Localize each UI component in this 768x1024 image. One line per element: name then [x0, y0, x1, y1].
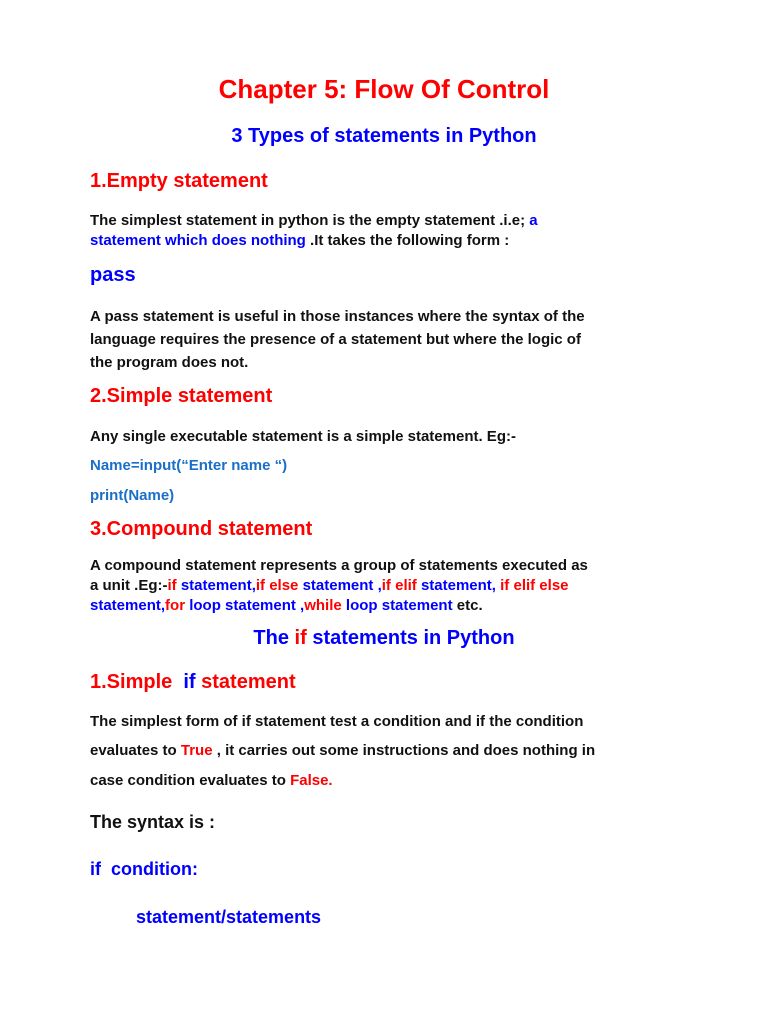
text-span: 1.Simple	[90, 671, 184, 693]
text-span: statement,	[176, 577, 256, 594]
code-line-1: Name=input(“Enter name “)	[90, 457, 288, 474]
text-span: statements in Python	[306, 627, 515, 649]
text-span: statement	[195, 671, 296, 693]
compound-desc-line-3	[90, 596, 483, 616]
text-span: a	[529, 212, 538, 229]
text-span: The simplest statement in python is the empty statement .i.e;	[90, 212, 530, 229]
text-span: The	[253, 627, 295, 649]
syntax-label: The syntax is :	[90, 812, 216, 832]
text-span: statement,	[90, 597, 166, 614]
if-statements-title	[0, 627, 768, 650]
text-span: statement which does nothing	[90, 232, 306, 249]
simple-if-desc-line-3	[90, 771, 333, 791]
text-span: loop statement	[341, 597, 453, 614]
simple-if-desc-line-1: The simplest form of if statement test a condition and if the condition	[90, 713, 584, 730]
compound-statement-heading: 3.Compound statement	[90, 518, 313, 540]
text-span: while	[304, 597, 342, 614]
text-span: .It takes the following form :	[305, 232, 510, 249]
text-span: if	[183, 671, 196, 693]
simple-if-heading	[90, 671, 296, 694]
pass-desc-line-2: language requires the presence of a statement but where the logic of	[90, 331, 581, 348]
text-span: a unit .Eg:-	[90, 577, 168, 594]
text-span: , it carries out some instructions and does nothing in	[212, 742, 596, 759]
text-span: etc.	[452, 597, 483, 614]
if-condition-syntax: if condition:	[90, 859, 198, 879]
text-span: statement,	[416, 577, 501, 594]
pass-keyword: pass	[90, 264, 136, 286]
section-subtitle: 3 Types of statements in Python	[231, 125, 537, 147]
simple-statement-heading: 2.Simple statement	[90, 385, 273, 407]
code-line-2: print(Name)	[90, 487, 175, 504]
text-span: True	[180, 742, 213, 759]
text-span: if elif else	[500, 577, 569, 594]
empty-statement-heading: 1.Empty statement	[90, 170, 268, 192]
empty-desc-line-1	[90, 211, 538, 231]
pass-desc-line-1: A pass statement is useful in those instances where the syntax of the	[90, 308, 585, 325]
text-span: if	[167, 577, 177, 594]
text-span: if else	[255, 577, 299, 594]
text-span: evaluates to	[90, 742, 181, 759]
text-span: if	[294, 627, 307, 649]
text-span: loop statement ,	[185, 597, 305, 614]
simple-if-desc-line-2	[90, 741, 595, 761]
pass-desc-line-3: the program does not.	[90, 354, 249, 371]
simple-desc: Any single executable statement is a simple statement. Eg:-	[90, 428, 516, 445]
text-span: case condition evaluates to	[90, 772, 291, 789]
statements-syntax: statement/statements	[136, 907, 322, 927]
text-span: False.	[290, 772, 333, 789]
text-span: if elif	[381, 577, 417, 594]
compound-desc-line-2	[90, 576, 569, 596]
chapter-title: Chapter 5: Flow Of Control	[218, 74, 550, 104]
text-span: statement ,	[298, 577, 382, 594]
compound-desc-line-1: A compound statement represents a group of statements executed as	[90, 557, 588, 574]
text-span: for	[165, 597, 186, 614]
empty-desc-line-2	[90, 231, 509, 251]
